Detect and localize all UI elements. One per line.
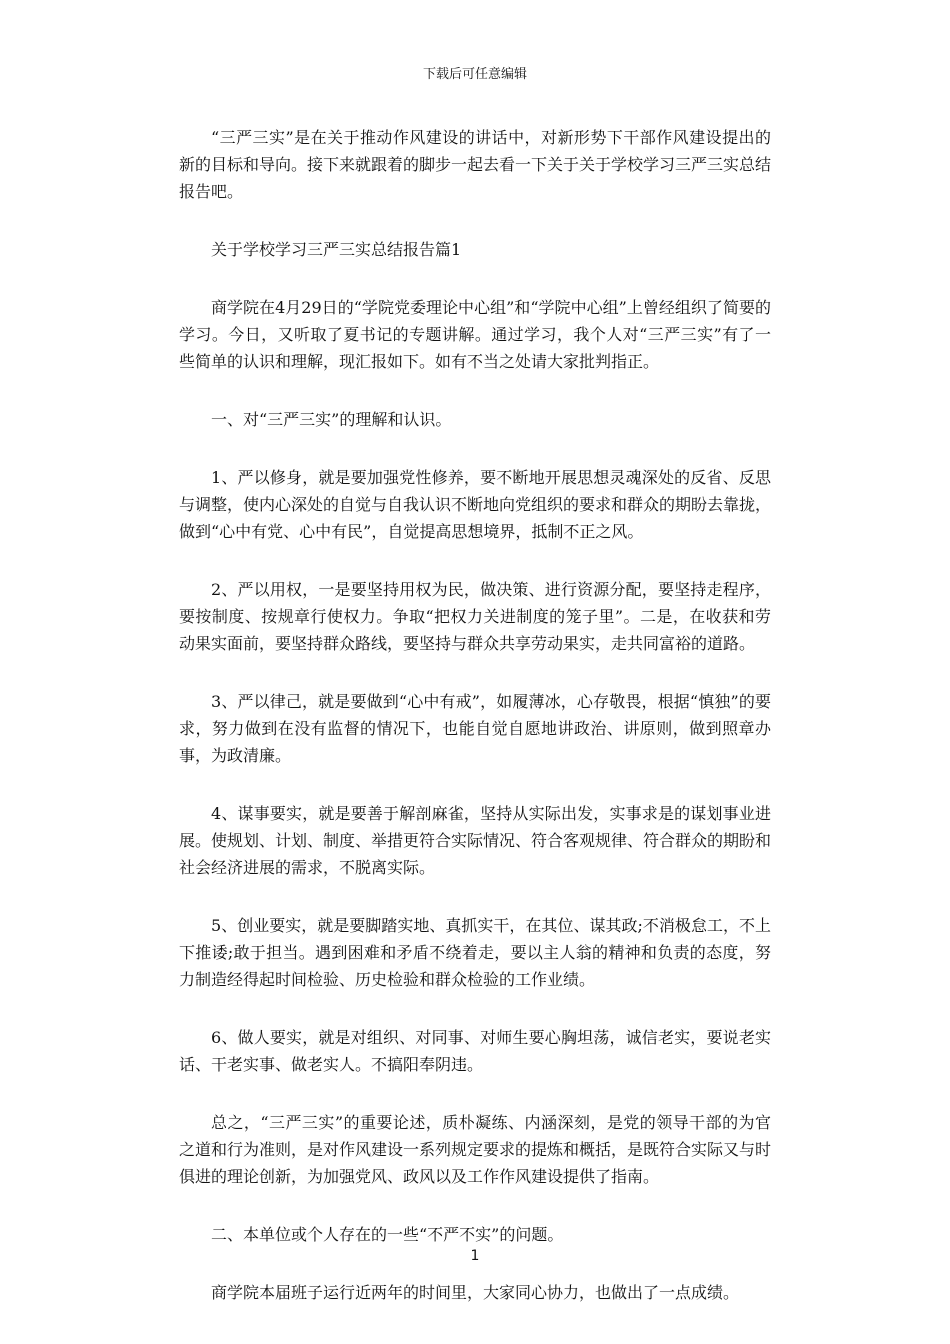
- section-heading: 一、对“三严三实”的理解和认识。: [211, 410, 452, 429]
- document-body: [179, 124, 771, 1337]
- page-number: 1: [470, 1248, 480, 1264]
- paragraph: 1、严以修身，就是要加强党性修养，要不断地开展思想灵魂深处的反省、反思与调整，使内心深处的自觉与自我认识不断地向党组织的要求和群众的期盼去靠拢，做到“心中有党、心中有民”，自觉提高思想境界，抵制不正之风。: [179, 468, 772, 541]
- paragraph-title: 关于学校学习三严三实总结报告篇1: [211, 240, 462, 259]
- paragraph: 2、严以用权，一是要坚持用权为民，做决策、进行资源分配，要坚持走程序，要按制度、按规章行使权力。争取“把权力关进制度的笼子里”。二是，在收获和劳动果实面前，要坚持群众路线，要坚持与群众共享劳动果实，走共同富裕的道路。: [179, 580, 771, 653]
- paragraph: 3、严以律己，就是要做到“心中有戒”，如履薄冰，心存敬畏，根据“慎独”的要求，努力做到在没有监督的情况下，也能自觉自愿地讲政治、讲原则，做到照章办事，为政清廉。: [179, 692, 771, 765]
- paragraph: 4、谋事要实，就是要善于解剖麻雀，坚持从实际出发，实事求是的谋划事业进展。使规划、计划、制度、举措更符合实际情况、符合客观规律、符合群众的期盼和社会经济进展的需求，不脱离实际。: [179, 804, 772, 877]
- page-header: 下载后可任意编辑: [422, 67, 527, 82]
- paragraph-intro: “三严三实”是在关于推动作风建设的讲话中，对新形势下干部作风建设提出的新的目标和导向。接下来就跟着的脚步一起去看一下关于关于学校学习三严三实总结报告吧。: [179, 128, 772, 201]
- section-heading: 二、本单位或个人存在的一些“不严不实”的问题。: [211, 1225, 564, 1244]
- paragraph: 商学院在4月29日的“学院党委理论中心组”和“学院中心组”上曾经组织了简要的学习。今日，又听取了夏书记的专题讲解。通过学习，我个人对“三严三实”有了一些简单的认识和理解，现汇报如下。如有不当之处请大家批判指正。: [179, 298, 771, 371]
- paragraph: 总之，“三严三实”的重要论述，质朴凝练、内涵深刻，是党的领导干部的为官之道和行为准则，是对作风建设一系列规定要求的提炼和概括，是既符合实际又与时俱进的理论创新，为加强党风、政风以及工作作风建设提供了指南。: [179, 1113, 772, 1186]
- paragraph: 5、创业要实，就是要脚踏实地、真抓实干，在其位、谋其政;不消极怠工，不上下推诿;敢于担当。遇到困难和矛盾不绕着走，要以主人翁的精神和负责的态度，努力制造经得起时间检验、历史检验和群众检验的工作业绩。: [179, 916, 771, 989]
- paragraph: 商学院本届班子运行近两年的时间里，大家同心协力，也做出了一点成绩。: [211, 1283, 740, 1302]
- paragraph: 6、做人要实，就是对组织、对同事、对师生要心胸坦荡，诚信老实，要说老实话、干老实事、做老实人。不搞阳奉阴违。: [179, 1028, 771, 1074]
